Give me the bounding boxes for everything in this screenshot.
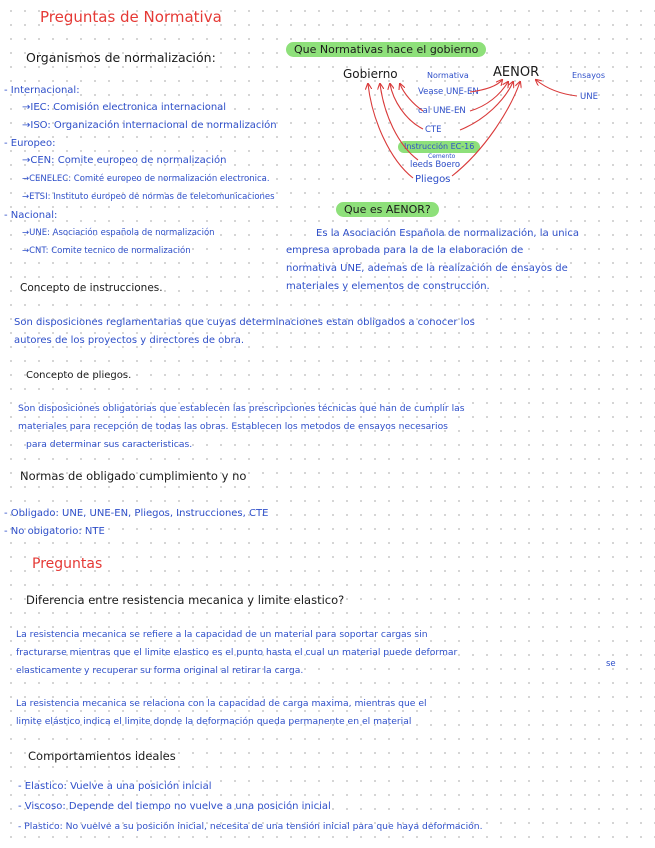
text-line: La resistencia mecanica se refiere a la capacidad de un material para soportar cargas sin [16,629,428,640]
text-line: para determinar sus caracteristicas. [26,439,193,450]
text-line: elasticamente y recuperar su forma original al retirar la carga. [16,665,304,676]
page-title: Preguntas de Normativa [40,8,222,26]
text-line: se [606,659,616,669]
list-item: - No obigatorio: NTE [4,526,105,537]
text-line: materiales para recepción de todas las obras. Establecen los metodos de ensayos necesarios [18,421,448,432]
diagram-item-highlight: Instrucción EC-16 [398,141,480,153]
pliegos-heading: Concepto de pliegos. [26,370,132,381]
list-item: - Viscoso: Depende del tiempo no vuelve a una posición inicial [18,801,331,812]
list-item: →IEC: Comisión electronica internacional [22,102,227,113]
diagram-item: cal UNE-EN [418,106,466,116]
text-line: fracturarse mientras que el limite elastico es el punto hasta el cual un material puede deformar [16,647,458,658]
gobierno-label: Gobierno [343,67,398,81]
text-line: empresa aprobada para la de la elaboración de [286,245,524,256]
diferencia-heading: Diferencia entre resistencia mecanica y limite elastico? [26,593,345,607]
list-item: - Elastico: Vuelve a una posición inicial [18,781,212,792]
text-line: La resistencia mecanica se relaciona con la capacidad de carga maxima, mientras que el [16,698,427,709]
list-item: - Obligado: UNE, UNE-EN, Pliegos, Instrucciones, CTE [4,508,269,519]
text-line: normativa UNE, ademas de la realización de ensayos de [286,263,568,274]
normativa-label: Normativa [427,71,469,80]
list-item: - Plastico: No vuelve a su posición inicial, necesita de una tensión inicial para que haya deformación. [18,821,483,832]
list-item: →UNE: Asociación española de normalización [22,228,215,238]
text-line: Es la Asociación Española de normalización, la unica [316,228,579,239]
obligado-heading: Normas de obligado cumplimiento y no [20,469,247,483]
text-line: materiales y elementos de construcción. [286,281,490,292]
text-line: autores de los proyectos y directores de obra. [14,335,245,346]
comportamientos-heading: Comportamientos ideales [28,749,176,763]
diagram-title: Que Normativas hace el gobierno [286,42,486,57]
instrucciones-heading: Concepto de instrucciones. [20,282,163,294]
diagram-item: leeds Boero [410,160,461,170]
list-item: - Nacional: [4,210,58,221]
diagram-item: Pliegos [415,174,451,185]
aenor-label: AENOR [493,65,540,80]
list-item: →ISO: Organización internacional de normalización [22,120,277,131]
organismos-heading: Organismos de normalización: [26,50,216,65]
list-item: →ETSI: Instituto europeo de normas de telecomunicaciones [22,192,275,202]
list-item: →CNT: Comite tecnico de normalización [22,246,191,256]
text-line: Son disposiciones reglamentarias que cuyas determinaciones estan obligados a conocer los [14,317,475,328]
diagram-item: Vease UNE-EN [418,87,479,97]
list-item: →CENELEC: Comité europeo de normalización electronica. [22,174,270,184]
diagram-item: CTE [425,125,442,135]
ensayos-label: Ensayos [572,71,605,80]
text-line: limite elástico indica el limite donde la deformación queda permanente en el material [16,716,412,727]
preguntas-heading: Preguntas [32,556,103,572]
list-item: →CEN: Comite europeo de normalización [22,155,227,166]
text-line: Son disposiciones obligatorias que establecen las prescripciones técnicas que han de cumplir las [18,403,465,414]
list-item: - Internacional: [4,85,80,96]
une-label: UNE [580,92,598,102]
que-es-aenor-title: Que es AENOR? [336,202,439,217]
diagram-item: Cemento [428,153,456,160]
list-item: - Europeo: [4,138,56,149]
